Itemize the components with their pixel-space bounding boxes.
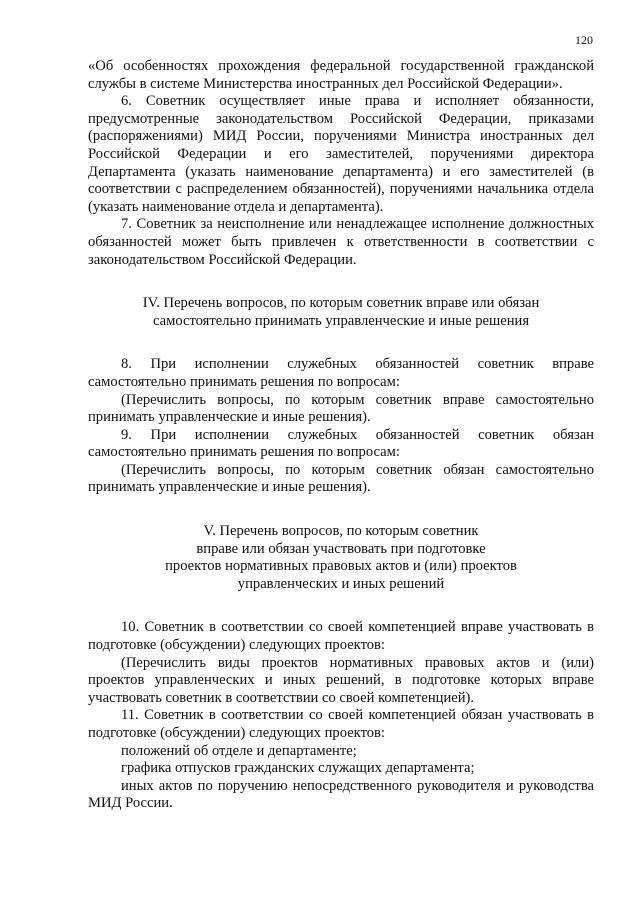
spacer (88, 330, 594, 356)
paragraph-7: 7. Советник за неисполнение или ненадлежащее исполнение должностных обязанностей может быть привлечен к ответственности в соответствии с законодательством Российской Федерации. (88, 216, 594, 268)
spacer (88, 593, 594, 619)
paragraph-6: 6. Советник осуществляет иные права и исполняет обязанности, предусмотренные законодательством Российской Федерации, приказами (распоряжениями) МИД России, поручениями Министра иностранных дел Российской Федерации и его заместителей, поручениями директора Департамента (указать наименование департамента) и его заместителей (в соответствии с распределением обязанностей), поручениями начальника отдела (указать наименование отдела и департамента). (88, 93, 594, 215)
page-number: 120 (575, 33, 593, 47)
section-5-title-line-1: V. Перечень вопросов, по которым советник (203, 523, 479, 540)
paragraph-10: 10. Советник в соответствии со своей компетенцией вправе участвовать в подготовке (обсуждении) следующих проектов: (88, 619, 594, 654)
paragraph-11: 11. Советник в соответствии со своей компетенцией обязан участвовать в подготовке (обсуждении) следующих проектов: (88, 707, 594, 741)
paragraph-10-note: (Перечислить виды проектов нормативных правовых актов и (или) проектов управленческих и иных решений, в подготовке которых вправе участвовать советник в соответствии со своей компетенцией). (88, 654, 594, 706)
paragraph-last: иных актов по поручению непосредственного руководителя и руководства МИД России. (88, 777, 594, 812)
section-5-title-line-2: вправе или обязан участвовать при подготовке (196, 540, 486, 557)
spacer (88, 269, 594, 295)
section-4-title-line-1: IV. Перечень вопросов, по которым советник вправе или обязан (142, 295, 540, 312)
list-item: графика отпусков гражданских служащих департамента; (121, 760, 475, 777)
document-body (88, 58, 594, 813)
list-item: положений об отделе и департаменте; (121, 742, 357, 759)
paragraph-8: 8. При исполнении служебных обязанностей советник вправе самостоятельно принимать решения по вопросам: (88, 356, 594, 390)
section-5-title-line-3: проектов нормативных правовых актов и (или) проектов (165, 558, 517, 575)
paragraph-intro: «Об особенностях прохождения федеральной государственной гражданской службы в системе Министерства иностранных дел Российской Федерации». (88, 58, 594, 92)
section-5-title-line-4: управленческих и иных решений (237, 575, 445, 592)
paragraph-8-note: (Перечислить вопросы, по которым советник вправе самостоятельно принимать управленческие и иные решения). (88, 391, 594, 426)
paragraph-9: 9. При исполнении служебных обязанностей советник обязан самостоятельно принимать решения по вопросам: (88, 426, 594, 461)
section-4-title-line-2: самостоятельно принимать управленческие и иные решения (152, 312, 530, 329)
paragraph-9-note: (Перечислить вопросы, по которым советник обязан самостоятельно принимать управленческие и иные решения). (88, 461, 594, 496)
section-4-heading (88, 295, 594, 330)
section-5-heading (88, 523, 594, 593)
spacer (88, 497, 594, 523)
